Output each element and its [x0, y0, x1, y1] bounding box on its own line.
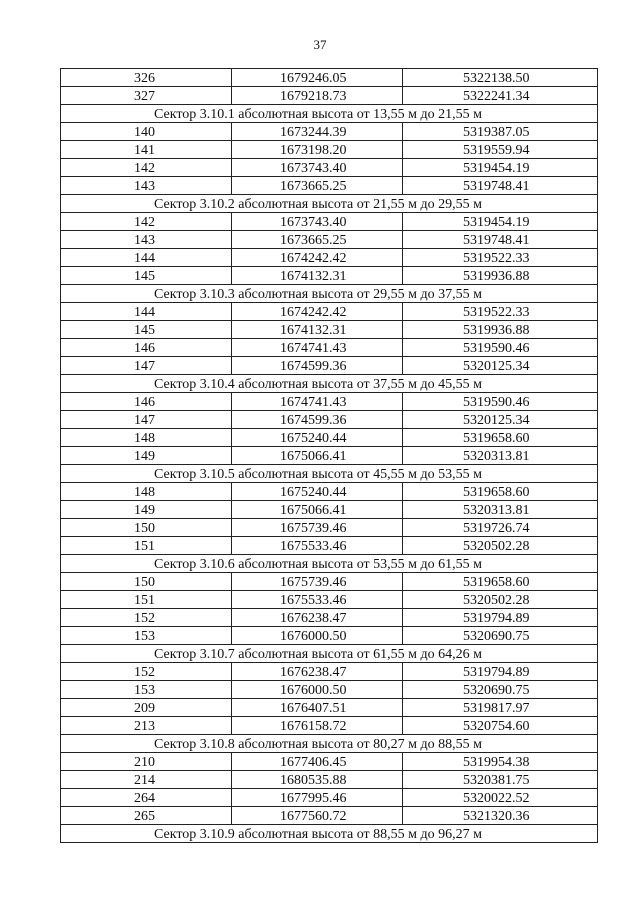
y-coordinate-cell: 5319817.97	[403, 699, 598, 717]
table-row	[61, 609, 598, 627]
y-coordinate-cell: 5319454.19	[403, 213, 598, 231]
sector-header: Сектор 3.10.8 абсолютная высота от 80,27 м до 88,55 м	[61, 735, 598, 753]
point-number-cell: 152	[61, 609, 232, 627]
point-number-cell: 148	[61, 429, 232, 447]
y-coordinate-cell: 5319454.19	[403, 159, 598, 177]
point-number-cell: 153	[61, 681, 232, 699]
y-coordinate-cell: 5320022.52	[403, 789, 598, 807]
point-number-cell: 265	[61, 807, 232, 825]
sector-header: Сектор 3.10.5 абсолютная высота от 45,55 м до 53,55 м	[61, 465, 598, 483]
table-row	[61, 213, 598, 231]
point-number-cell: 140	[61, 123, 232, 141]
x-coordinate-cell: 1673743.40	[232, 159, 403, 177]
x-coordinate-cell: 1675739.46	[232, 519, 403, 537]
y-coordinate-cell: 5319658.60	[403, 429, 598, 447]
point-number-cell: 209	[61, 699, 232, 717]
x-coordinate-cell: 1676000.50	[232, 627, 403, 645]
point-number-cell: 146	[61, 393, 232, 411]
table-row	[61, 663, 598, 681]
y-coordinate-cell: 5319748.41	[403, 177, 598, 195]
y-coordinate-cell: 5320125.34	[403, 411, 598, 429]
x-coordinate-cell: 1676000.50	[232, 681, 403, 699]
x-coordinate-cell: 1675533.46	[232, 591, 403, 609]
y-coordinate-cell: 5319658.60	[403, 573, 598, 591]
y-coordinate-cell: 5319590.46	[403, 339, 598, 357]
point-number-cell: 149	[61, 447, 232, 465]
point-number-cell: 151	[61, 591, 232, 609]
table-row	[61, 483, 598, 501]
point-number-cell: 143	[61, 231, 232, 249]
x-coordinate-cell: 1675739.46	[232, 573, 403, 591]
y-coordinate-cell: 5319794.89	[403, 609, 598, 627]
point-number-cell: 149	[61, 501, 232, 519]
point-number-cell: 326	[61, 69, 232, 87]
sector-header: Сектор 3.10.3 абсолютная высота от 29,55 м до 37,55 м	[61, 285, 598, 303]
table-row	[61, 807, 598, 825]
table-row	[61, 87, 598, 105]
point-number-cell: 147	[61, 411, 232, 429]
x-coordinate-cell: 1674132.31	[232, 321, 403, 339]
sector-header-row	[61, 555, 598, 573]
point-number-cell: 150	[61, 573, 232, 591]
x-coordinate-cell: 1677560.72	[232, 807, 403, 825]
page-number: 37	[313, 37, 327, 52]
point-number-cell: 214	[61, 771, 232, 789]
sector-header-row	[61, 105, 598, 123]
sector-header-row	[61, 195, 598, 213]
table-row	[61, 789, 598, 807]
x-coordinate-cell: 1674242.42	[232, 303, 403, 321]
point-number-cell: 327	[61, 87, 232, 105]
y-coordinate-cell: 5319522.33	[403, 249, 598, 267]
y-coordinate-cell: 5320313.81	[403, 501, 598, 519]
point-number-cell: 145	[61, 321, 232, 339]
table-row	[61, 339, 598, 357]
sector-header: Сектор 3.10.2 абсолютная высота от 21,55 м до 29,55 м	[61, 195, 598, 213]
y-coordinate-cell: 5319954.38	[403, 753, 598, 771]
table-row	[61, 429, 598, 447]
coordinates-table	[60, 68, 598, 843]
point-number-cell: 141	[61, 141, 232, 159]
table-row	[61, 771, 598, 789]
point-number-cell: 147	[61, 357, 232, 375]
x-coordinate-cell: 1677995.46	[232, 789, 403, 807]
point-number-cell: 144	[61, 249, 232, 267]
point-number-cell: 146	[61, 339, 232, 357]
point-number-cell: 213	[61, 717, 232, 735]
y-coordinate-cell: 5320381.75	[403, 771, 598, 789]
point-number-cell: 143	[61, 177, 232, 195]
y-coordinate-cell: 5320690.75	[403, 681, 598, 699]
x-coordinate-cell: 1679246.05	[232, 69, 403, 87]
table-row	[61, 753, 598, 771]
x-coordinate-cell: 1680535.88	[232, 771, 403, 789]
table-row	[61, 537, 598, 555]
table-row	[61, 717, 598, 735]
y-coordinate-cell: 5322241.34	[403, 87, 598, 105]
y-coordinate-cell: 5319936.88	[403, 267, 598, 285]
sector-header: Сектор 3.10.7 абсолютная высота от 61,55 м до 64,26 м	[61, 645, 598, 663]
sector-header: Сектор 3.10.4 абсолютная высота от 37,55 м до 45,55 м	[61, 375, 598, 393]
sector-header-row	[61, 645, 598, 663]
sector-header-row	[61, 735, 598, 753]
x-coordinate-cell: 1673743.40	[232, 213, 403, 231]
point-number-cell: 148	[61, 483, 232, 501]
point-number-cell: 142	[61, 213, 232, 231]
sector-header-row	[61, 465, 598, 483]
table-row	[61, 501, 598, 519]
point-number-cell: 142	[61, 159, 232, 177]
sector-header-row	[61, 825, 598, 843]
x-coordinate-cell: 1673244.39	[232, 123, 403, 141]
x-coordinate-cell: 1677406.45	[232, 753, 403, 771]
point-number-cell: 151	[61, 537, 232, 555]
table-row	[61, 321, 598, 339]
point-number-cell: 150	[61, 519, 232, 537]
y-coordinate-cell: 5320690.75	[403, 627, 598, 645]
y-coordinate-cell: 5319658.60	[403, 483, 598, 501]
x-coordinate-cell: 1675240.44	[232, 483, 403, 501]
point-number-cell: 152	[61, 663, 232, 681]
x-coordinate-cell: 1676238.47	[232, 609, 403, 627]
y-coordinate-cell: 5321320.36	[403, 807, 598, 825]
x-coordinate-cell: 1674242.42	[232, 249, 403, 267]
point-number-cell: 153	[61, 627, 232, 645]
y-coordinate-cell: 5320754.60	[403, 717, 598, 735]
x-coordinate-cell: 1673665.25	[232, 177, 403, 195]
table-row	[61, 591, 598, 609]
y-coordinate-cell: 5322138.50	[403, 69, 598, 87]
y-coordinate-cell: 5319748.41	[403, 231, 598, 249]
sector-header: Сектор 3.10.1 абсолютная высота от 13,55 м до 21,55 м	[61, 105, 598, 123]
table-row	[61, 393, 598, 411]
x-coordinate-cell: 1675240.44	[232, 429, 403, 447]
coordinates-table-body	[61, 69, 598, 843]
x-coordinate-cell: 1676158.72	[232, 717, 403, 735]
table-row	[61, 231, 598, 249]
table-row	[61, 123, 598, 141]
table-row	[61, 699, 598, 717]
x-coordinate-cell: 1674741.43	[232, 339, 403, 357]
x-coordinate-cell: 1674599.36	[232, 357, 403, 375]
y-coordinate-cell: 5319726.74	[403, 519, 598, 537]
table-row	[61, 249, 598, 267]
x-coordinate-cell: 1674132.31	[232, 267, 403, 285]
y-coordinate-cell: 5320125.34	[403, 357, 598, 375]
x-coordinate-cell: 1676407.51	[232, 699, 403, 717]
table-row	[61, 357, 598, 375]
y-coordinate-cell: 5319794.89	[403, 663, 598, 681]
table-row	[61, 141, 598, 159]
x-coordinate-cell: 1675066.41	[232, 501, 403, 519]
x-coordinate-cell: 1673198.20	[232, 141, 403, 159]
table-row	[61, 681, 598, 699]
x-coordinate-cell: 1676238.47	[232, 663, 403, 681]
y-coordinate-cell: 5320502.28	[403, 591, 598, 609]
x-coordinate-cell: 1675533.46	[232, 537, 403, 555]
y-coordinate-cell: 5319387.05	[403, 123, 598, 141]
point-number-cell: 210	[61, 753, 232, 771]
x-coordinate-cell: 1673665.25	[232, 231, 403, 249]
table-row	[61, 69, 598, 87]
y-coordinate-cell: 5319936.88	[403, 321, 598, 339]
sector-header-row	[61, 375, 598, 393]
x-coordinate-cell: 1674599.36	[232, 411, 403, 429]
sector-header-row	[61, 285, 598, 303]
x-coordinate-cell: 1679218.73	[232, 87, 403, 105]
y-coordinate-cell: 5319559.94	[403, 141, 598, 159]
table-row	[61, 411, 598, 429]
point-number-cell: 145	[61, 267, 232, 285]
table-row	[61, 627, 598, 645]
table-row	[61, 159, 598, 177]
table-row	[61, 177, 598, 195]
x-coordinate-cell: 1674741.43	[232, 393, 403, 411]
table-row	[61, 303, 598, 321]
table-row	[61, 519, 598, 537]
table-row	[61, 267, 598, 285]
y-coordinate-cell: 5320313.81	[403, 447, 598, 465]
sector-header: Сектор 3.10.6 абсолютная высота от 53,55 м до 61,55 м	[61, 555, 598, 573]
y-coordinate-cell: 5319522.33	[403, 303, 598, 321]
y-coordinate-cell: 5319590.46	[403, 393, 598, 411]
table-row	[61, 573, 598, 591]
y-coordinate-cell: 5320502.28	[403, 537, 598, 555]
point-number-cell: 144	[61, 303, 232, 321]
table-row	[61, 447, 598, 465]
x-coordinate-cell: 1675066.41	[232, 447, 403, 465]
point-number-cell: 264	[61, 789, 232, 807]
sector-header: Сектор 3.10.9 абсолютная высота от 88,55 м до 96,27 м	[61, 825, 598, 843]
